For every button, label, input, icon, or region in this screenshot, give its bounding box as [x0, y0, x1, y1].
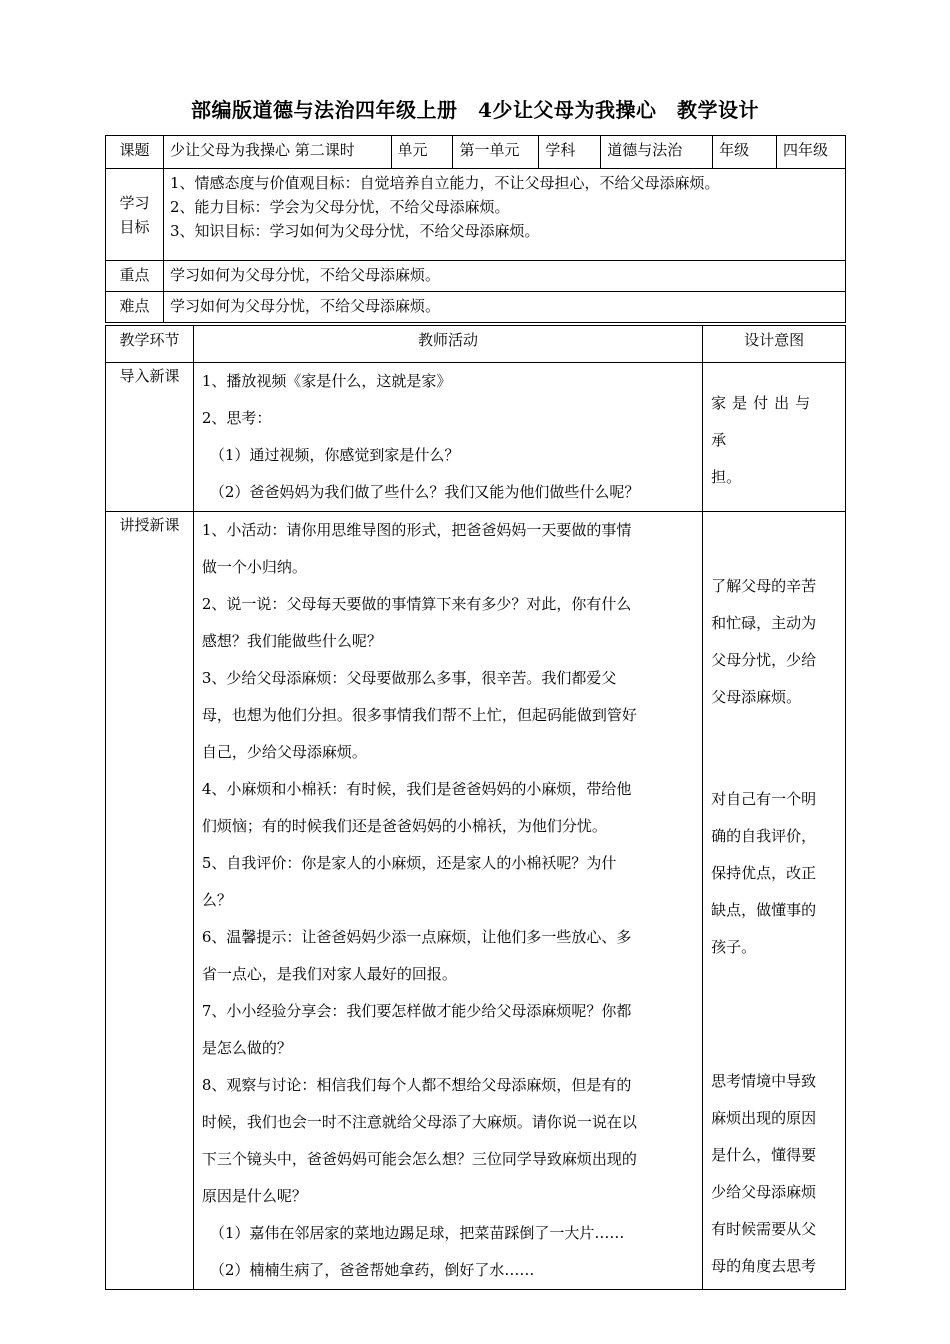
intent-line: 确的自我评价，	[711, 827, 817, 845]
intro-intent	[703, 363, 846, 512]
teach-line: 下三个镜头中，爸爸妈妈可能会怎么想？三位同学导致麻烦出现的	[201, 1150, 637, 1168]
intent-line: 对自己有一个明	[711, 790, 817, 808]
subject-value: 道德与法治	[601, 136, 713, 169]
teach-line: 8、观察与讨论：相信我们每个人都不想给父母添麻烦，但是有的	[201, 1076, 632, 1094]
teach-line: 母，也想为他们分担。很多事情我们帮不上忙，但起码能做到管好	[201, 706, 637, 724]
grade-value: 四年级	[777, 136, 846, 169]
teach-line: 4、小麻烦和小棉袄：有时候，我们是爸爸妈妈的小麻烦，带给他	[201, 780, 632, 798]
teach-line: 1、小活动：请你用思维导图的形式，把爸爸妈妈一天要做的事情	[201, 521, 632, 539]
teach-line: 们烦恼；有的时候我们还是爸爸妈妈的小棉袄，为他们分忧。	[201, 817, 607, 835]
intent-line: 家是付出与承	[711, 394, 817, 449]
intro-activity	[193, 363, 702, 512]
teach-line: 么？	[201, 891, 232, 909]
header-teacher-activity: 教师活动	[193, 326, 702, 363]
goal-item: 2、能力目标：学会为父母分忧，不给父母添麻烦。	[169, 198, 510, 216]
intent-line: 麻烦出现的原因	[711, 1109, 817, 1127]
teach-line: 5、自我评价：你是家人的小麻烦，还是家人的小棉袄呢？为什	[201, 854, 617, 872]
intro-line: 1、播放视频《家是什么，这就是家》	[201, 372, 452, 390]
teach-activity	[193, 512, 702, 1290]
plan-table	[105, 325, 846, 1290]
teach-line: 省一点心，是我们对家人最好的回报。	[201, 965, 457, 983]
key-label: 重点	[106, 261, 164, 292]
teach-line: 2、说一说：父母每天要做的事情算下来有多少？对此，你有什么	[201, 595, 632, 613]
intent-line: 孩子。	[711, 938, 757, 956]
teach-intent	[703, 512, 846, 1290]
intro-line: （1）通过视频，你感觉到家是什么？	[209, 446, 460, 464]
intent-line: 担。	[711, 468, 742, 486]
teach-line: 6、温馨提示：让爸爸妈妈少添一点麻烦，让他们多一些放心、多	[201, 928, 632, 946]
teach-stage: 讲授新课	[106, 512, 194, 1290]
unit-label: 单元	[391, 136, 453, 169]
difficulty-value: 学习如何为父母分忧，不给父母添麻烦。	[163, 292, 845, 323]
teach-line: 7、小小经验分享会：我们要怎样做才能少给父母添麻烦呢？你都	[201, 1002, 632, 1020]
intent-line: 父母分忧，少给	[711, 651, 817, 669]
intro-stage: 导入新课	[106, 363, 194, 512]
intent-line: 保持优点，改正	[711, 864, 817, 882]
intent-line: 母的角度去思考	[711, 1257, 817, 1275]
unit-value: 第一单元	[453, 136, 539, 169]
grade-label: 年级	[713, 136, 777, 169]
intent-line: 思考情境中导致	[711, 1072, 817, 1090]
teach-line: 感想？我们能做些什么呢？	[201, 632, 382, 650]
goal-item: 1、情感态度与价值观目标：自觉培养自立能力，不让父母担心，不给父母添麻烦。	[169, 174, 720, 192]
intent-line: 是什么，懂得要	[711, 1146, 817, 1164]
goals-label-line: 学习	[119, 193, 150, 212]
difficulty-label: 难点	[106, 292, 164, 323]
header-stage: 教学环节	[106, 326, 194, 363]
goals-list	[163, 169, 845, 261]
intent-line: 少给父母添麻烦	[711, 1183, 817, 1201]
subject-label: 学科	[539, 136, 601, 169]
key-value: 学习如何为父母分忧，不给父母添麻烦。	[163, 261, 845, 292]
goals-label	[106, 169, 164, 261]
intent-line: 缺点，做懂事的	[711, 901, 817, 919]
intent-line: 和忙碌，主动为	[711, 614, 817, 632]
header-design-intent: 设计意图	[703, 326, 846, 363]
goal-item: 3、知识目标：学习如何为父母分忧，不给父母添麻烦。	[169, 222, 540, 240]
teach-line: （1）嘉伟在邻居家的菜地边踢足球，把菜苗踩倒了一大片……	[209, 1224, 625, 1242]
teach-line: 原因是什么呢？	[201, 1187, 307, 1205]
intro-line: （2）爸爸妈妈为我们做了些什么？我们又能为他们做些什么呢？	[209, 483, 640, 501]
teach-line: 做一个小归纳。	[201, 558, 307, 576]
topic-label: 课题	[106, 136, 164, 169]
teach-line: 时候，我们也会一时不注意就给父母添了大麻烦。请你说一说在以	[201, 1113, 637, 1131]
intro-line: 2、思考：	[201, 409, 272, 427]
topic-value: 少让父母为我操心 第二课时	[163, 136, 391, 169]
teach-line: 自己，少给父母添麻烦。	[201, 743, 367, 761]
intent-line: 有时候需要从父	[711, 1220, 817, 1238]
intent-line: 父母添麻烦。	[711, 688, 802, 706]
info-table	[105, 135, 846, 323]
teach-line: 3、少给父母添麻烦：父母要做那么多事，很辛苦。我们都爱父	[201, 669, 617, 687]
teach-line: 是怎么做的？	[201, 1039, 292, 1057]
page-title: 部编版道德与法治四年级上册 4少让父母为我操心 教学设计	[191, 98, 759, 122]
teach-line: （2）楠楠生病了，爸爸帮她拿药，倒好了水……	[209, 1261, 535, 1279]
intent-line: 了解父母的辛苦	[711, 577, 817, 595]
goals-label-line: 目标	[119, 217, 150, 236]
